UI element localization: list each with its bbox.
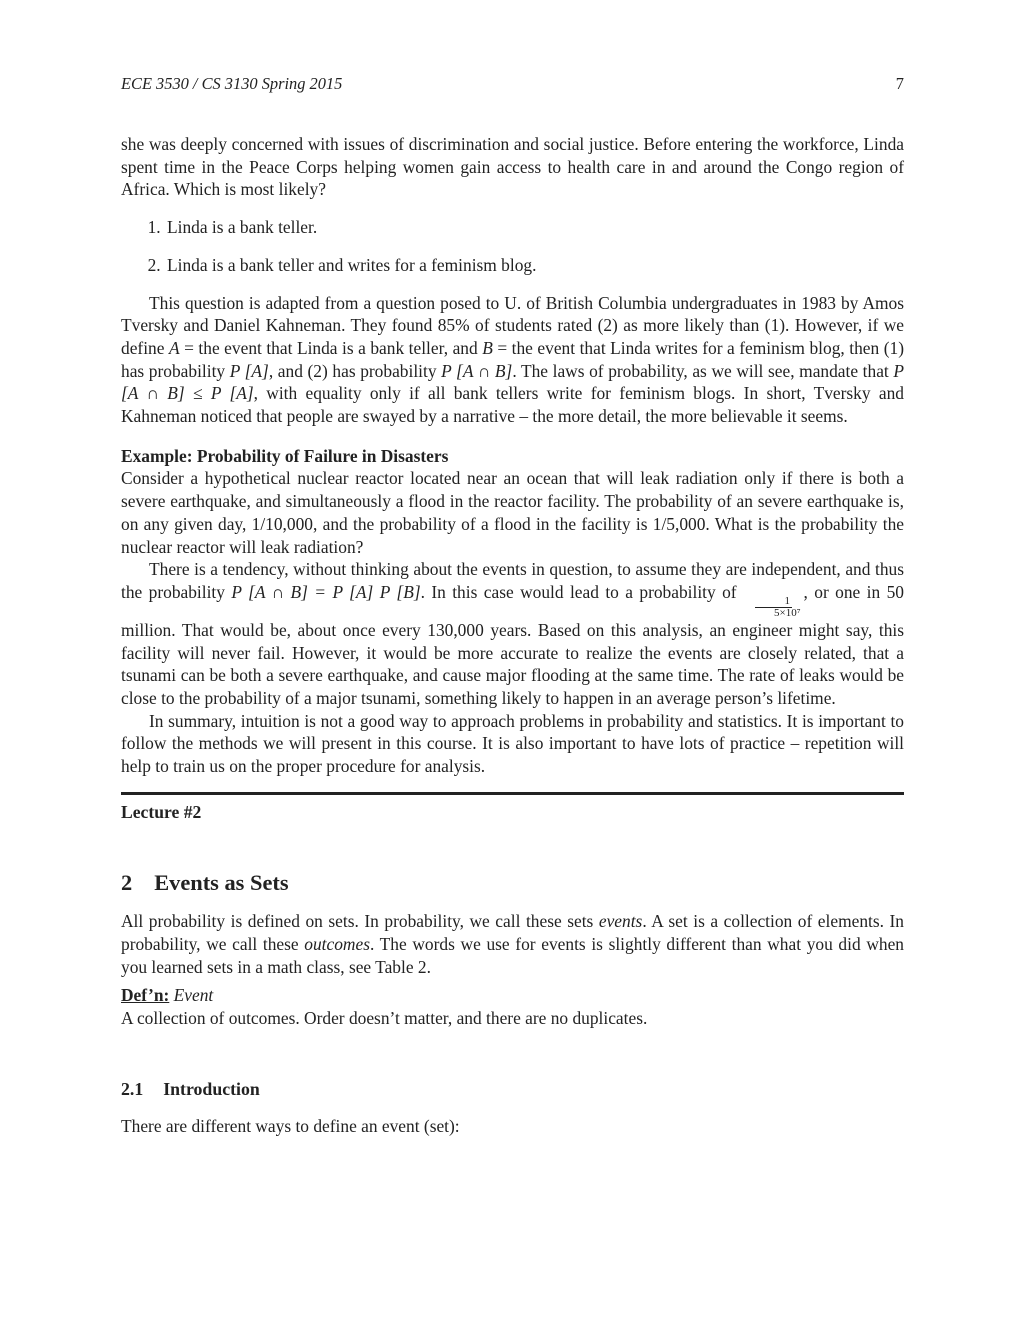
text-run: . The laws of probability, as we will see, mandate that	[512, 360, 894, 381]
definition-term: Event	[173, 985, 214, 1006]
subsection-title: Introduction	[163, 1078, 260, 1099]
page-body	[121, 133, 904, 1137]
text-run: There is a tendency, without thinking about the events in question, to assume they are independent, and thus the probability	[121, 559, 904, 602]
math-var: A	[168, 337, 180, 358]
section-heading	[121, 869, 904, 895]
section-title: Events as Sets	[154, 869, 289, 895]
section-paragraph	[121, 910, 904, 978]
definition-label: Def’n:	[121, 985, 170, 1006]
section-number: 2	[121, 869, 133, 895]
lecture-label: Lecture #2	[121, 801, 202, 822]
emphasis: events	[598, 911, 643, 932]
page-number: 7	[895, 74, 904, 93]
text-run: . In this case would lead to a probability of	[420, 581, 743, 602]
fraction	[744, 596, 803, 619]
example-paragraph: Consider a hypothetical nuclear reactor located near an ocean that will leak radiation only if there is both a severe earthquake, and simultaneously a flood in the reactor facility. The probability of an severe earthquake is, on any given day, 1/10,000, and the probability of a flood in the facility is 1/5,000. What is the probability the nuclear reactor will leak radiation?	[121, 468, 904, 557]
math-expr: P [A ∩ B] = P [A] P [B]	[231, 581, 421, 602]
fraction-numerator: 1	[755, 596, 793, 608]
text-run: All probability is defined on sets. In probability, we call these sets	[121, 911, 599, 932]
intro-paragraph: she was deeply concerned with issues of discrimination and social justice. Before entering the workforce, Linda spent time in the Peace Corps helping women gain access to health care in and around the Congo region of Africa. Which is most likely?	[121, 134, 904, 200]
list-item: 1. Linda is a bank teller.	[165, 216, 904, 239]
math-expr: P [A ∩ B]	[441, 360, 513, 381]
subsection-paragraph: There are different ways to define an event (set):	[121, 1115, 460, 1136]
subsection-number: 2.1	[121, 1078, 144, 1099]
emphasis: outcomes	[304, 933, 370, 954]
course-title: ECE 3530 / CS 3130 Spring 2015	[121, 74, 343, 93]
section-divider	[121, 792, 904, 795]
text-run: . The words we use for events is slightly different than what you did when you learned sets in a math class, see Table 2.	[121, 933, 904, 977]
example-paragraph: In summary, intuition is not a good way to approach problems in probability and statistics. It is important to follow the methods we will present in this course. It is also important to have lots of practice – repetition will help to train us on the proper procedure for analysis.	[121, 710, 904, 777]
definition-heading	[121, 984, 904, 1007]
fraction-denominator: 5×10⁷	[773, 606, 801, 619]
text-run: This question is adapted from a question posed to U. of British Columbia undergraduates in 1983 by Amos Tversky and Daniel Kahneman. They found 85% of students rated (2) as more likely than (1). However, if we define	[121, 292, 904, 358]
definition-text: A collection of outcomes. Order doesn’t matter, and there are no duplicates.	[121, 1008, 648, 1029]
math-expr: P [A ∩ B] ≤ P [A]	[121, 360, 904, 404]
subsection-heading	[121, 1078, 904, 1101]
text-run: , and (2) has probability	[268, 360, 442, 381]
math-expr: P [A]	[229, 360, 269, 381]
text-run: , with equality only if all bank tellers write for feminism blogs. In short, Tversky and Kahneman noticed that people are swayed by a narrative – the more detail, the more believable it seems.	[121, 383, 904, 427]
text-run: = the event that Linda writes for a feminism blog, then (1) has probability	[121, 337, 904, 381]
text-run: . A set is a collection of elements. In probability, we call these	[121, 911, 904, 954]
text-run: , or one in 50 million. That would be, about once every 130,000 years. Based on this analysis, an engineer might say, this facility will never fail. However, it would be more accurate to realize the events are closely related, that a tsunami can be both a severe earthquake, and cause major flooding at the same time. The rate of leaks would be close to the probability of a major tsunami, something likely to happen in an average person’s lifetime.	[121, 581, 904, 709]
page-header	[121, 74, 904, 94]
list-item: 2. Linda is a bank teller and writes for a feminism blog.	[165, 254, 904, 277]
example-title: Example: Probability of Failure in Disasters	[121, 445, 449, 466]
example-paragraph	[121, 558, 904, 710]
text-run: = the event that Linda is a bank teller, and	[179, 337, 483, 358]
explanation-paragraph	[121, 292, 904, 428]
options-list	[121, 216, 904, 276]
math-var: B	[482, 337, 493, 358]
